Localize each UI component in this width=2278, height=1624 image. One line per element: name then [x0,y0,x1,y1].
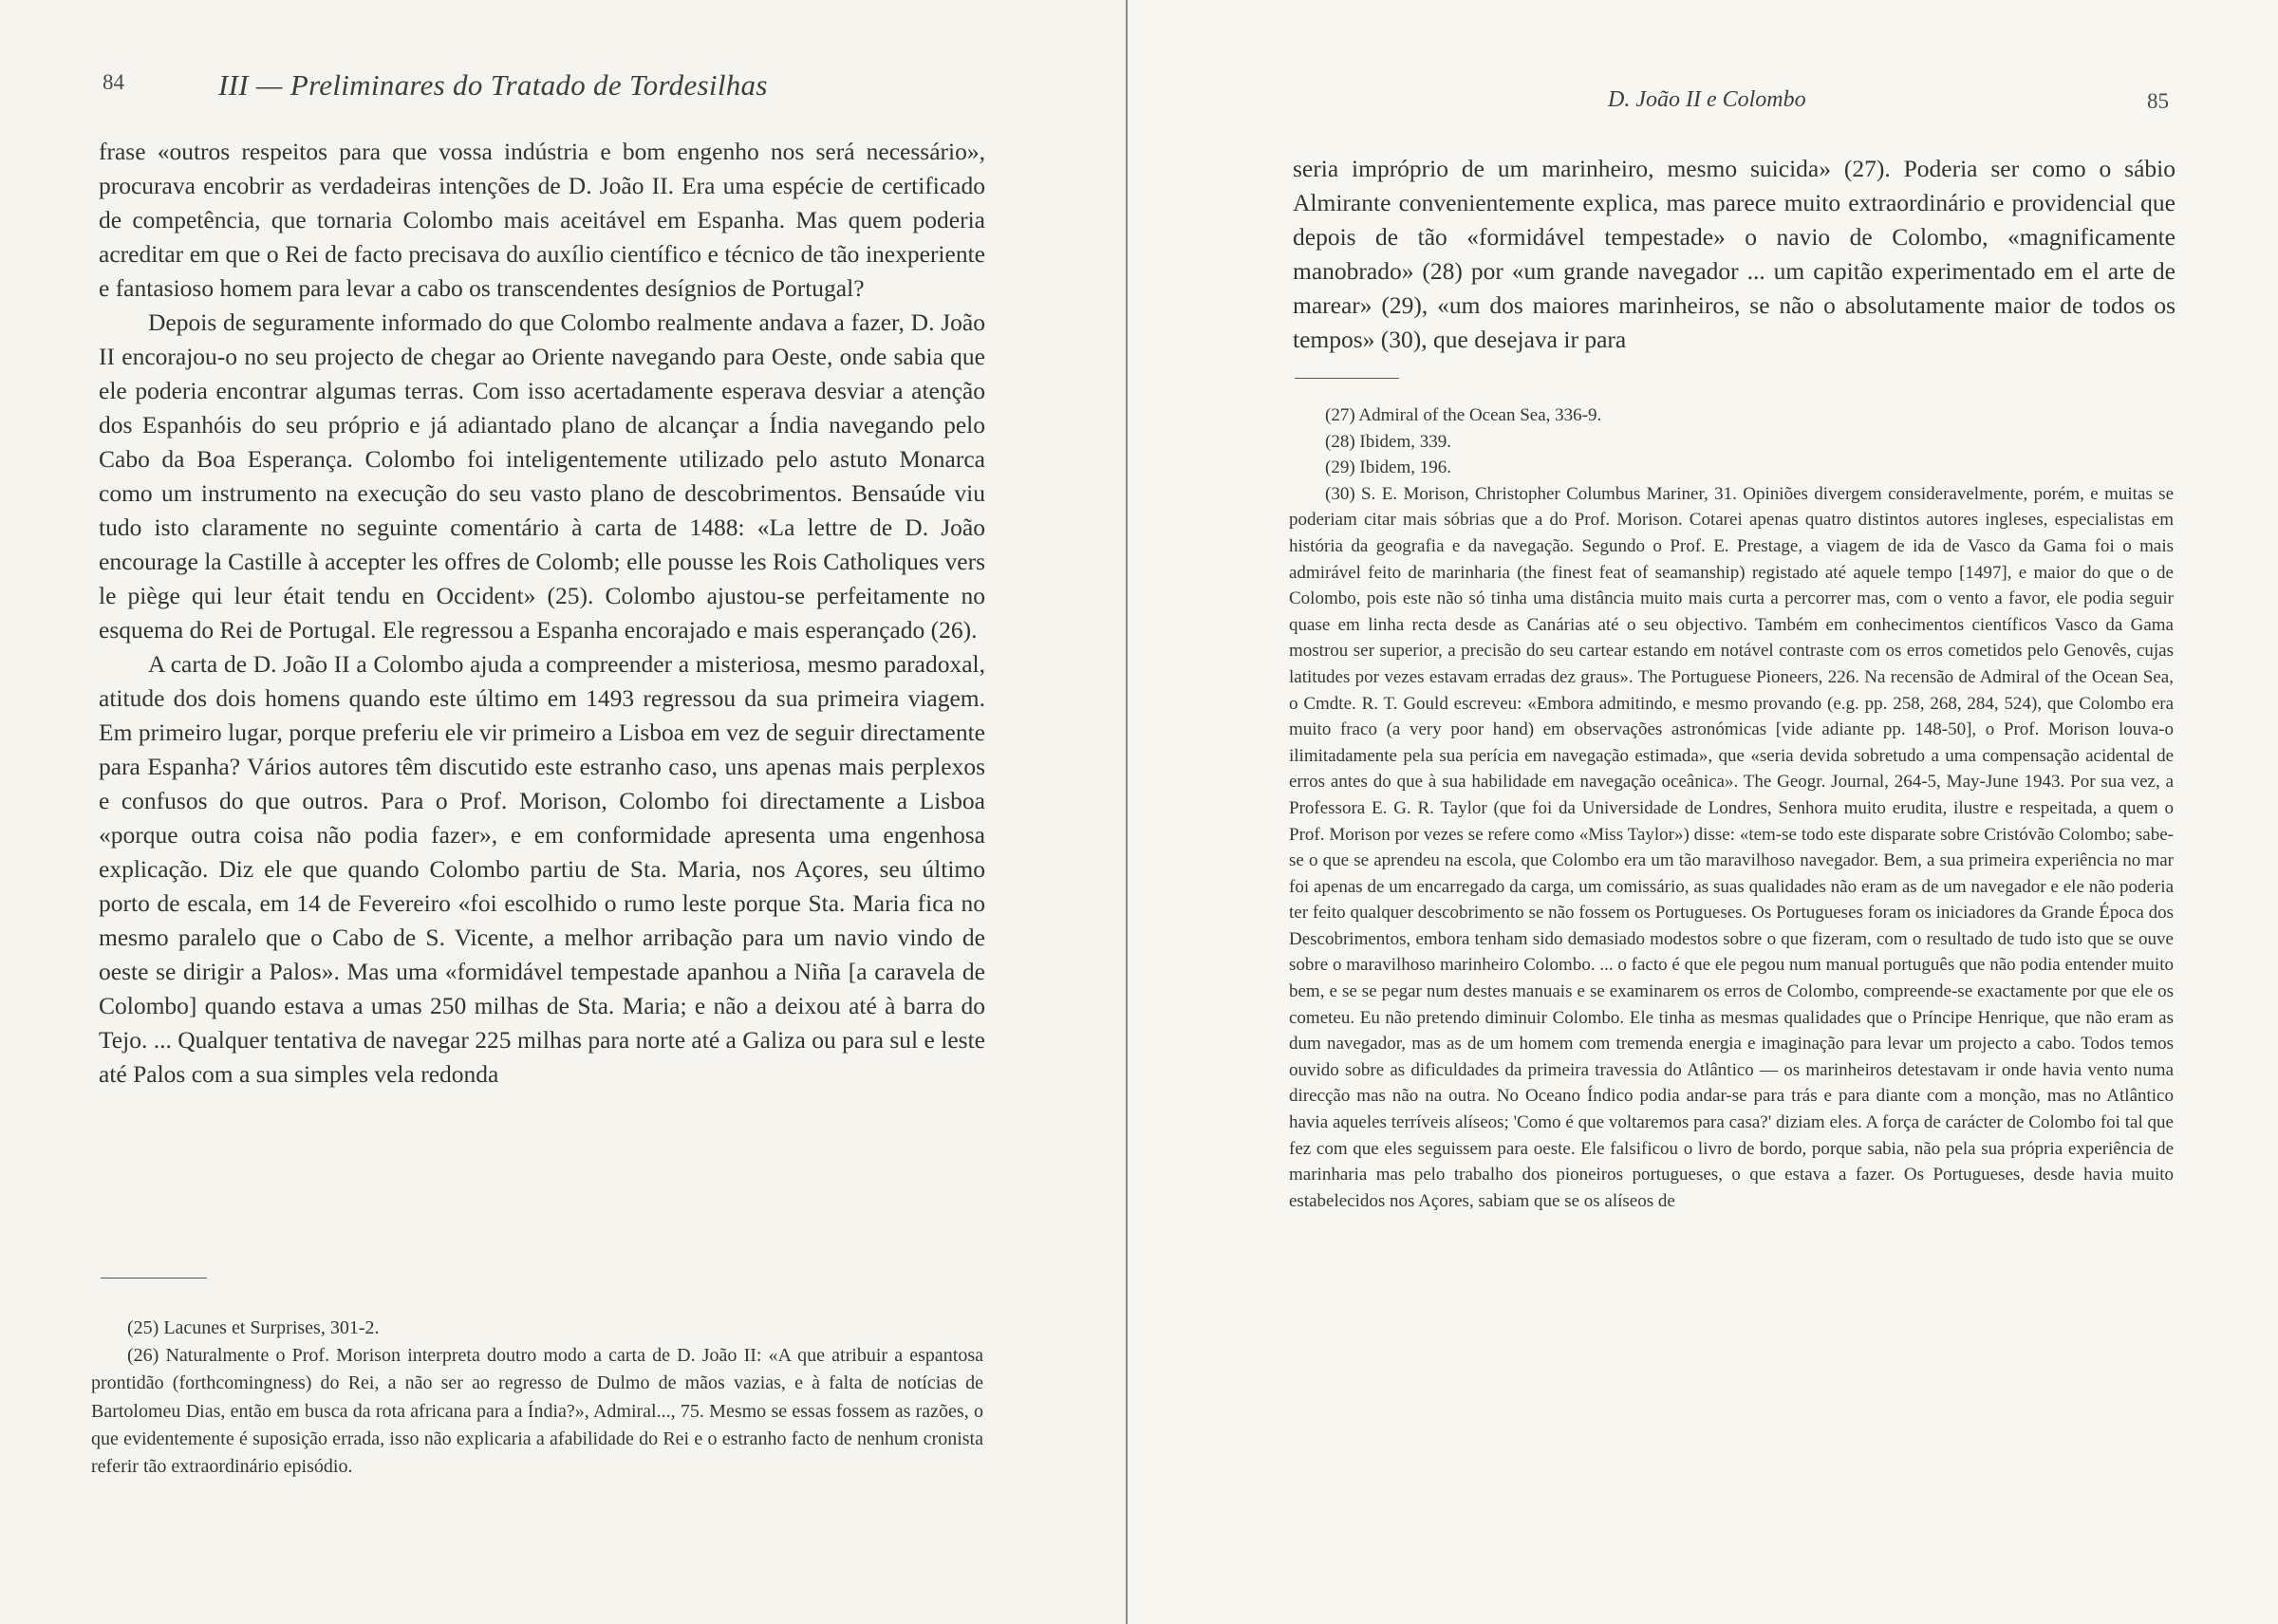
left-paragraph-1: frase «outros respeitos para que vossa indústria e bom engenho nos será necessário», procurava encobrir as verdadeiras intenções de D. João II. Era uma espécie de certificado de competência, que tornaria Colombo mais aceitável em Espanha. Mas quem poderia acreditar em que o Rei de facto precisava do auxílio científico e técnico de tão inexperiente e fantasioso homem para levar a cabo os transcendentes desígnios de Portugal? [99,138,985,302]
left-body-text [99,135,985,1092]
right-footnote-28: (28) Ibidem, 339. [1325,431,1451,452]
left-paragraph-2: Depois de seguramente informado do que Colombo realmente andava a fazer, D. João II encorajou-o no seu projecto de chegar ao Oriente navegando para Oeste, onde sabia que ele poderia encontrar algumas terras. Com isso acertadamente esperava desviar a atenção dos Espanhóis do seu próprio e já adiantado plano de alcançar a Índia navegando pelo Cabo da Boa Esperança. Colombo foi inteligentemente utilizado pelo astuto Monarca como um instrumento na execução do seu vasto plano de descobrimentos. Bensaúde viu tudo isto claramente no seguinte comentário à carta de 1488: «La lettre de D. João encourage la Castille à accepter les offres de Colomb; elle pousse les Rois Catholiques vers le piège qui leur était tendu en Occident» (25). Colombo ajustou-se perfeitamente no esquema do Rei de Portugal. Ele regressou a Espanha encorajado e mais esperançado (26). [99,308,985,644]
right-body-text [1293,152,2175,357]
right-footnote-27: (27) Admiral of the Ocean Sea, 336-9. [1325,405,1602,425]
left-footnote-25: (25) Lacunes et Surprises, 301-2. [127,1317,380,1338]
left-footnote-rule [101,1278,207,1279]
left-footnote-26: (26) Naturalmente o Prof. Morison interpreta doutro modo a carta de D. João II: «A que atribuir a espantosa prontidão (forthcomingness) do Rei, a não ser ao regresso de Dulmo de mãos vazias, e à falta de notícias de Bartolomeu Dias, então em busca da rota africana para a Índia?», Admiral..., 75. Mesmo se essas fossem as razões, o que evidentemente é suposição errada, isso não explicaria a afabilidade do Rei e o estranho facto de nenhum cronista referir tão extraordinário episódio. [91,1345,983,1478]
right-footnote-29: (29) Ibidem, 196. [1325,457,1451,478]
right-page-number: 85 [2147,89,2169,113]
left-running-head: III — Preliminares do Tratado de Tordesilhas [218,68,768,102]
right-running-head: D. João II e Colombo [1608,87,1806,112]
right-footnote-30: (30) S. E. Morison, Christopher Columbus Mariner, 31. Opiniões divergem consideravelmente, porém, e muitas se poderiam citar mais sóbrias que a do Prof. Morison. Cotarei apenas quatro distintos autores ingleses, especialistas em história da geografia e da navegação. Segundo o Prof. E. Prestage, a viagem de ida de Vasco da Gama foi o mais admirável feito de marinharia (the finest feat of seamanship) registado até aquele tempo [1497], e maior do que o de Colombo, pois este não só tinha uma distância muito mais curta a percorrer mas, com o vento a favor, ele podia seguir quase em linha recta desde as Canárias até o seu objectivo. Também em conhecimentos científicos Vasco da Gama mostrou ser superior, a precisão do seu cartear estando em notável contraste com os erros cometidos pelo Genovês, cujas latitudes por vezes estavam erradas dez graus». The Portuguese Pioneers, 226. Na recensão de Admiral of the Ocean Sea, o Cmdte. R. T. Gould escreveu: «Embora admitindo, e mesmo provando (e.g. pp. 258, 268, 284, 524), que Colombo era muito fraco (a very poor hand) em observações astronómicas [vide adiante pp. 148-50], o Prof. Morison louva-o ilimitadamente pela sua perícia em navegação estimada», que «seria devida sobretudo a uma compensação acidental de erros antes do que à sua habilidade em navegação oceânica». The Geogr. Journal, 264-5, May-June 1943. Por sua vez, a Professora E. G. R. Taylor (que foi da Universidade de Londres, Senhora muito erudita, ilustre e respeitada, a quem o Prof. Morison por vezes se refere como «Miss Taylor») disse: «tem-se todo este disparate sobre Cristóvão Colombo; sabe-se o que se aprendeu na escola, que Colombo era um tão maravilhoso navegador. Bem, a sua primeira experiência no mar foi apenas de um encarregado da carga, um comissário, as suas qualidades não eram as de um navegador e ele não poderia ter feito qualquer descobrimento se não fossem os Portugueses. Os Portugueses foram os iniciadores da Grande Época dos Descobrimentos, embora tenham sido demasiado modestos sobre o que fizeram, com o resultado de tudo isto que se ouve sobre o maravilhoso marinheiro Colombo. ... o facto é que ele pegou num manual português que não podia entender muito bem, e se se pegar num destes manuais e se examinarem os erros de Colombo, compreende-se exactamente por que ele os cometeu. Eu não pretendo diminuir Colombo. Ele tinha as mesmas qualidades que o Príncipe Henrique, que não eram as dum navegador, mas as de um homem com tremenda energia e imaginação para levar um projecto a cabo. Todos temos ouvido sobre as dificuldades da primeira travessia do Atlântico — os marinheiros detestavam ir onde havia vento numa direcção mas não na outra. No Oceano Índico podia andar-se para trás e para diante com a monção, mas no Atlântico havia aqueles terríveis alíseos; 'Como é que voltaremos para casa?' diziam eles. A força de carácter de Colombo foi tal que fez com que eles seguissem para oeste. Ele falsificou o livro de bordo, porque sabia, não pela sua própria experiência de marinharia mas pelo trabalho dos pioneiros portugueses, o que estava a fazer. Os Portugueses, desde havia muito estabelecidos nos Açores, sabiam que se os alíseos de [1289,483,2174,1211]
page-gutter [1126,0,1128,1624]
left-paragraph-3: A carta de D. João II a Colombo ajuda a compreender a misteriosa, mesmo paradoxal, atitude dos dois homens quando este último em 1493 regressou da sua primeira viagem. Em primeiro lugar, porque preferiu ele vir primeiro a Lisboa em vez de seguir directamente para Espanha? Vários autores têm discutido este estranho caso, uns apenas mais perplexos e confusos do que outros. Para o Prof. Morison, Colombo foi directamente a Lisboa «porque outra coisa não podia fazer», e em conformidade apresenta uma engenhosa explicação. Diz ele que quando Colombo partiu de Sta. Maria, nos Açores, seu último porto de escala, em 14 de Fevereiro «foi escolhido o rumo leste porque Sta. Maria fica no mesmo paralelo que o Cabo de S. Vicente, a melhor arribação para um navio vindo de oeste se dirigir a Palos». Mas uma «formidável tempestade apanhou a Niña [a caravela de Colombo] quando estava a umas 250 milhas de Sta. Maria; e não a deixou até à barra do Tejo. ... Qualquer tentativa de navegar 225 milhas para norte até a Galiza ou para sul e leste até Palos com a sua simples vela redonda [99,650,985,1088]
right-paragraph-1: seria impróprio de um marinheiro, mesmo suicida» (27). Poderia ser como o sábio Almirante convenientemente explica, mas parece muito extraordinário e providencial que depois de tão «formidável tempestade» o navio de Colombo, «magnificamente manobrado» (28) por «um grande navegador ... um capitão experimentado em el arte de marear» (29), «um dos maiores marinheiros, se não o absolutamente maior de todos os tempos» (30), que desejava ir para [1293,155,2175,353]
left-page-number: 84 [103,70,124,94]
right-footnote-rule [1295,378,1399,379]
left-footnotes [91,1315,983,1481]
right-footnotes [1289,402,2174,1214]
